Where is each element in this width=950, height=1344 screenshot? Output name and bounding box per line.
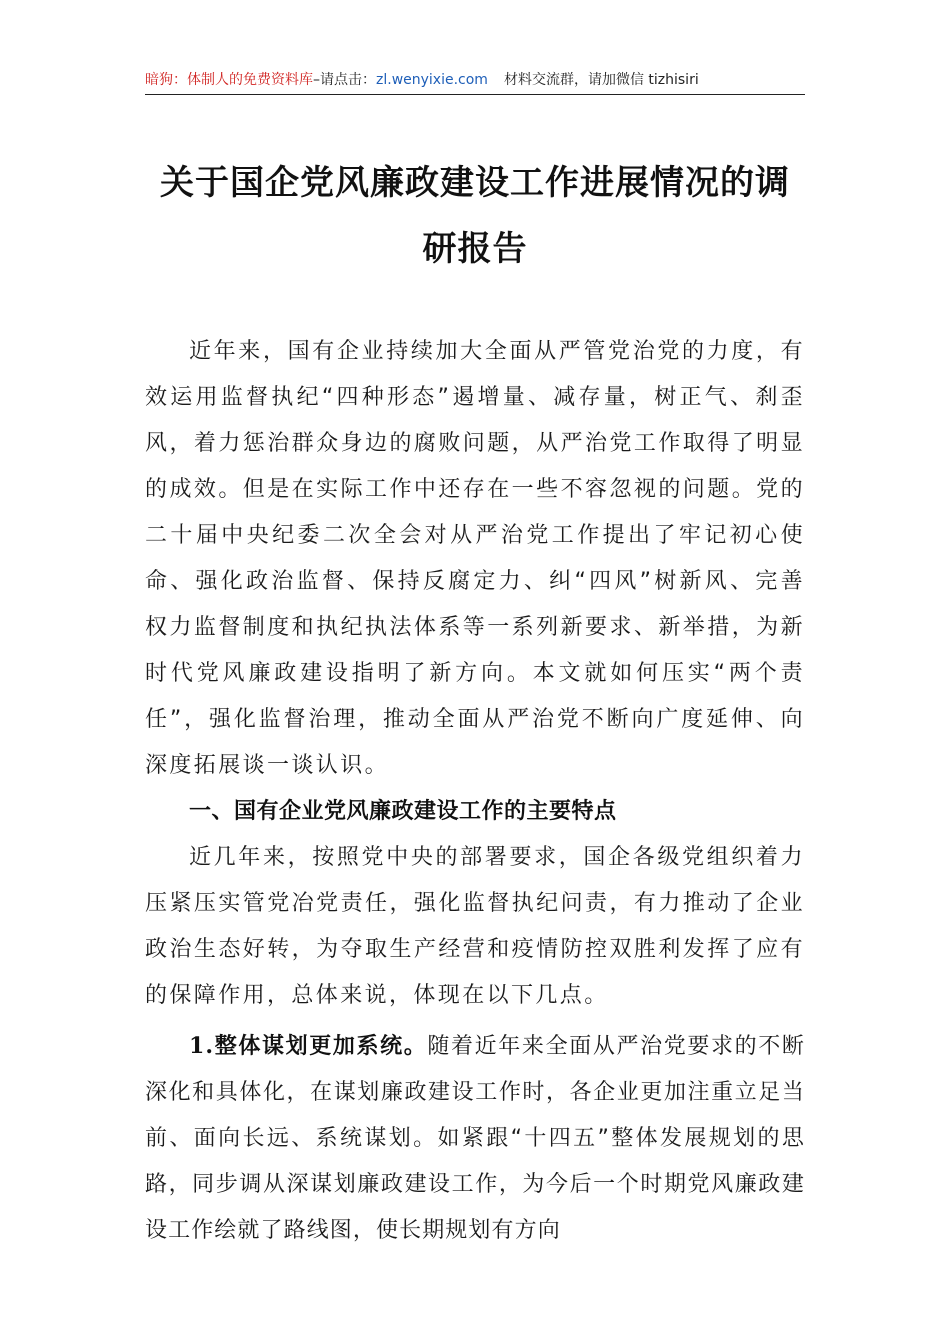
page-header [145, 66, 805, 95]
header-url-link[interactable]: zl.wenyixie.com [376, 72, 488, 88]
document-body [145, 329, 805, 1254]
point-1-body: 随着近年来全面从严治党要求的不断深化和具体化，在谋划廉政建设工作时，各企业更加注重立足当前、面向长远、系统谋划。如紧跟“十四五”整体发展规划的思路，同步调从深谋划廉政建设工作，为今后一个时期党风廉政建设工作绘就了路线图，使长期规划有方向 [145, 1034, 805, 1243]
document-title: 关于国企党风廉政建设工作进展情况的调研报告 [160, 163, 790, 269]
section-heading-1: 一、国有企业党风廉政建设工作的主要特点 [189, 799, 617, 824]
header-group-info: 材料交流群，请加微信 tizhisiri [503, 72, 699, 88]
point-1-paragraph [145, 1023, 805, 1254]
intro-paragraph: 近年来，国有企业持续加大全面从严管党治党的力度，有效运用监督执纪“四种形态”遏增量、减存量，树正气、刹歪风，着力惩治群众身边的腐败问题，从严治党工作取得了明显的成效。但是在实际工作中还存在一些不容忽视的问题。党的二十届中央纪委二次全会对从严治党工作提出了牢记初心使命、强化政治监督、保持反腐定力、纠“四风”树新风、完善权力监督制度和执纪执法体系等一系列新要求、新举措，为新时代党风廉政建设指明了新方向。本文就如何压实“两个责任”，强化监督治理，推动全面从严治党不断向广度延伸、向深度拓展谈一谈认识。 [145, 339, 805, 778]
section-1-paragraph: 近几年来，按照党中央的部署要求，国企各级党组织着力压紧压实管党冶党责任，强化监督执纪问责，有力推动了企业政治生态好转，为夺取生产经营和疫情防控双胜利发挥了应有的保障作用，总体来说，体现在以下几点。 [145, 845, 805, 1008]
point-1-lead: 1.整体谋划更加系统。 [189, 1033, 428, 1059]
header-brand-link[interactable]: 暗狗：体制人的免费资料库 [145, 72, 313, 88]
header-prompt: –请点击： [313, 72, 376, 88]
